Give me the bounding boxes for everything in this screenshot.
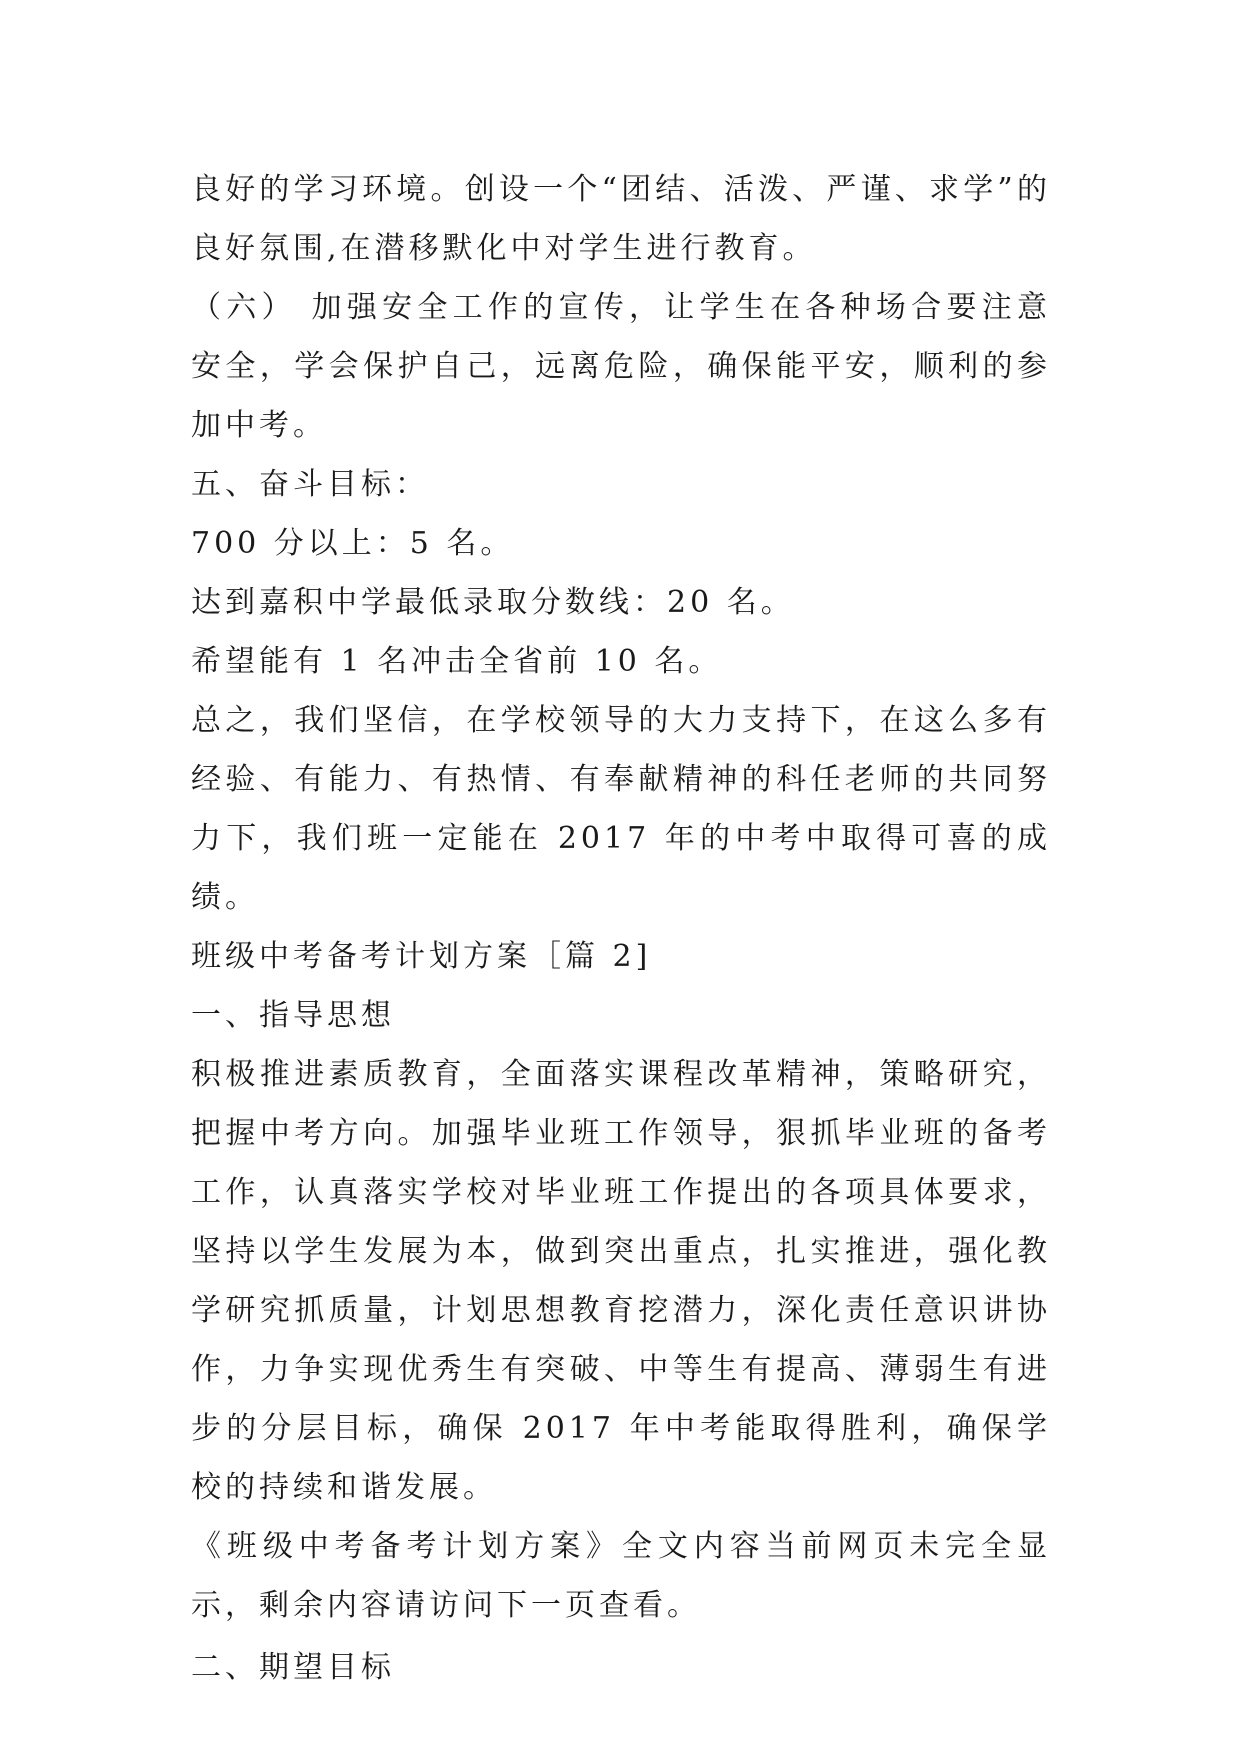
heading-goals: 五、奋斗目标： — [191, 467, 429, 502]
section-title-part2: 班级中考备考计划方案［篇 2] — [191, 939, 652, 974]
paragraph-conclusion: 总之，我们坚信，在学校领导的大力支持下，在这么多有经验、有能力、有热情、有奉献精神的科任老师的共同努力下，我们班一定能在 2017 年的中考中取得可喜的成绩。 — [191, 703, 1051, 915]
goal-item-700: 700 分以上：5 名。 — [191, 526, 515, 561]
goal-item-top10: 希望能有 1 名冲击全省前 10 名。 — [191, 644, 723, 679]
heading-expected-goals: 二、期望目标 — [191, 1650, 395, 1685]
paragraph-safety: （六） 加强安全工作的宣传，让学生在各种场合要注意安全，学会保护自己，远离危险，确保能平安，顺利的参加中考。 — [191, 290, 1051, 443]
document-body — [191, 160, 1051, 1697]
paragraph-guiding-thought: 积极推进素质教育，全面落实课程改革精神，策略研究，把握中考方向。加强毕业班工作领导，狠抓毕业班的备考工作，认真落实学校对毕业班工作提出的各项具体要求，坚持以学生发展为本，做到突出重点，扎实推进，强化教学研究抓质量，计划思想教育挖潜力，深化责任意识讲协作，力争实现优秀生有突破、中等生有提高、薄弱生有进步的分层目标，确保 2017 年中考能取得胜利，确保学校的持续和谐发展。 — [191, 1057, 1051, 1505]
paragraph-environment: 良好的学习环境。创设一个“团结、活泼、严谨、求学”的良好氛围,在潜移默化中对学生进行教育。 — [191, 172, 1051, 266]
goal-item-admission: 达到嘉积中学最低录取分数线：20 名。 — [191, 585, 795, 620]
heading-guiding-thought: 一、指导思想 — [191, 998, 395, 1033]
notice-continue-next-page: 《班级中考备考计划方案》全文内容当前网页未完全显示，剩余内容请访问下一页查看。 — [191, 1529, 1051, 1623]
